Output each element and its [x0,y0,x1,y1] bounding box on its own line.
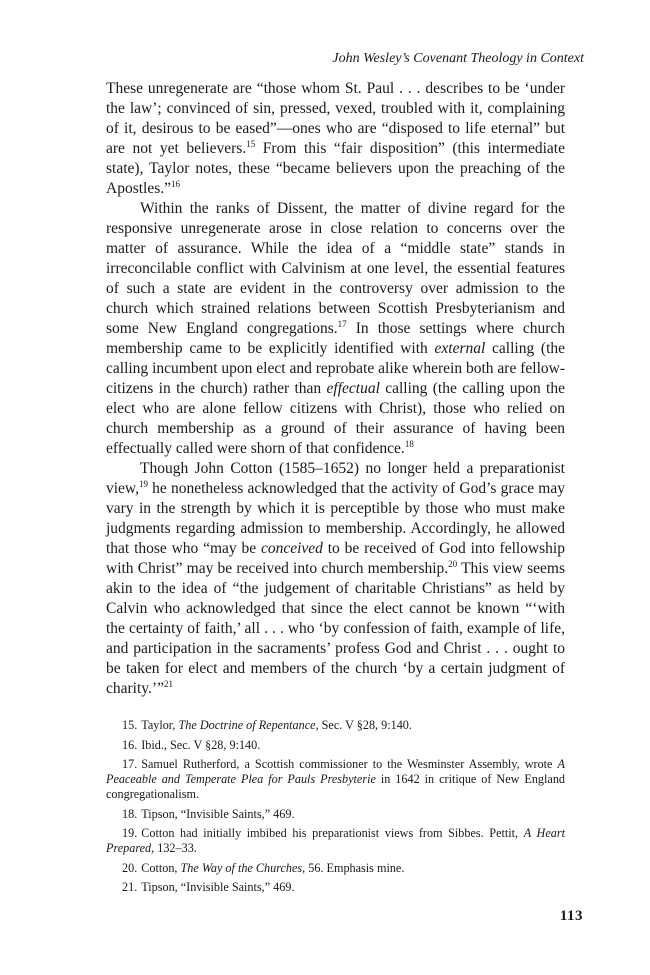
footnote-ref-18[interactable]: 18 [404,438,414,449]
footnote-18: 18. Tipson, “Invisible Saints,” 469. [122,806,295,821]
footnotes [106,718,565,900]
footnote-19: 19. Cotton had initially imbibed his preparationist views from Sibbes. Pettit, A Heart Prepared, 132–33. [106,826,565,855]
page-number: 113 [559,908,583,924]
paragraph-2: Within the ranks of Dissent, the matter of divine regard for the responsive unregenerate arose in close relation to concerns over the matter of assurance. While the idea of a “middle state” stands in irreconcilable conflict with Calvinism at one level, the essential features of such a state are evident in the controversy over admission to the church which strained relations between Scottish Presbyterianism and some New England congregations.$^{17}$ In those settings where church membership came to be explicitly identified with external calling (the calling incumbent upon elect and reprobate alike wherein both are fellow-citizens in the church) rather than effectual calling (the calling upon the elect who are alone fellow citizens with Christ), those who relied on church membership as a ground of their assurance of having been effectually called were shorn of that confidence.$^{18}$ [106,200,566,457]
footnote-17: 17. Samuel Rutherford, a Scottish commissioner to the Wesminster Assembly, wrote A Peaceable and Temperate Plea for Pauls Presbyterie in 1642 in critique of New England congregationalism. [106,757,566,801]
footnote-ref-16[interactable]: 16 [171,178,181,189]
running-header: John Wesley’s Covenant Theology in Context [332,51,584,66]
footnote-16: 16. Ibid., Sec. V §28, 9:140. [122,737,261,752]
paragraph-3: Though John Cotton (1585–1652) no longer held a preparationist view,$^{19}$ he nonetheless acknowledged that the activity of God’s grace may vary in the strength by which it is perceptible by those who must make judgments regarding admission to membership. Accordingly, he allowed that those who “may be conceived to be received of God into fellowship with Christ” may be received into church membership.$^{20}$ This view seems akin to the idea of “the judgement of charitable Christians” as held by Calvin who acknowledged that since the elect cannot be known “‘with the certainty of faith,’ all . . . who ‘by confession of faith, example of life, and participation in the sacraments’ profess God and Christ . . . ought to be taken for elect and members of the church ‘by a certain judgment of charity.’”$^{21}$ [106,460,565,697]
emphasis-external: external [434,340,486,357]
paragraph-1: These unregenerate are “those whom St. Paul . . . describes to be ‘under the law’; convinced of sin, pressed, vexed, troubled with it, complaining of it, desirous to be eased”—ones who are “disposed to life eternal” but are not yet believers.$^{15}$ From this “fair disposition” (this intermediate state), Taylor notes, these “became believers upon the preaching of the Apostles.”$^{16}$ [106,80,565,197]
body-text [106,79,565,699]
footnote-21: 21. Tipson, “Invisible Saints,” 469. [122,880,295,894]
emphasis-conceived: conceived [260,540,323,557]
footnote-ref-17[interactable]: 17 [337,318,347,329]
emphasis-effectual: effectual [326,380,380,397]
footnote-20: 20. Cotton, The Way of the Churches, 56. Emphasis mine. [122,860,405,875]
footnote-ref-15[interactable]: 15 [246,138,256,149]
footnote-ref-19[interactable]: 19 [139,478,148,489]
footnote-ref-20[interactable]: 20 [448,558,458,569]
footnote-15: 15. Taylor, The Doctrine of Repentance, Sec. V §28, 9:140. [122,718,412,732]
footnote-ref-21[interactable]: 21 [163,678,173,689]
